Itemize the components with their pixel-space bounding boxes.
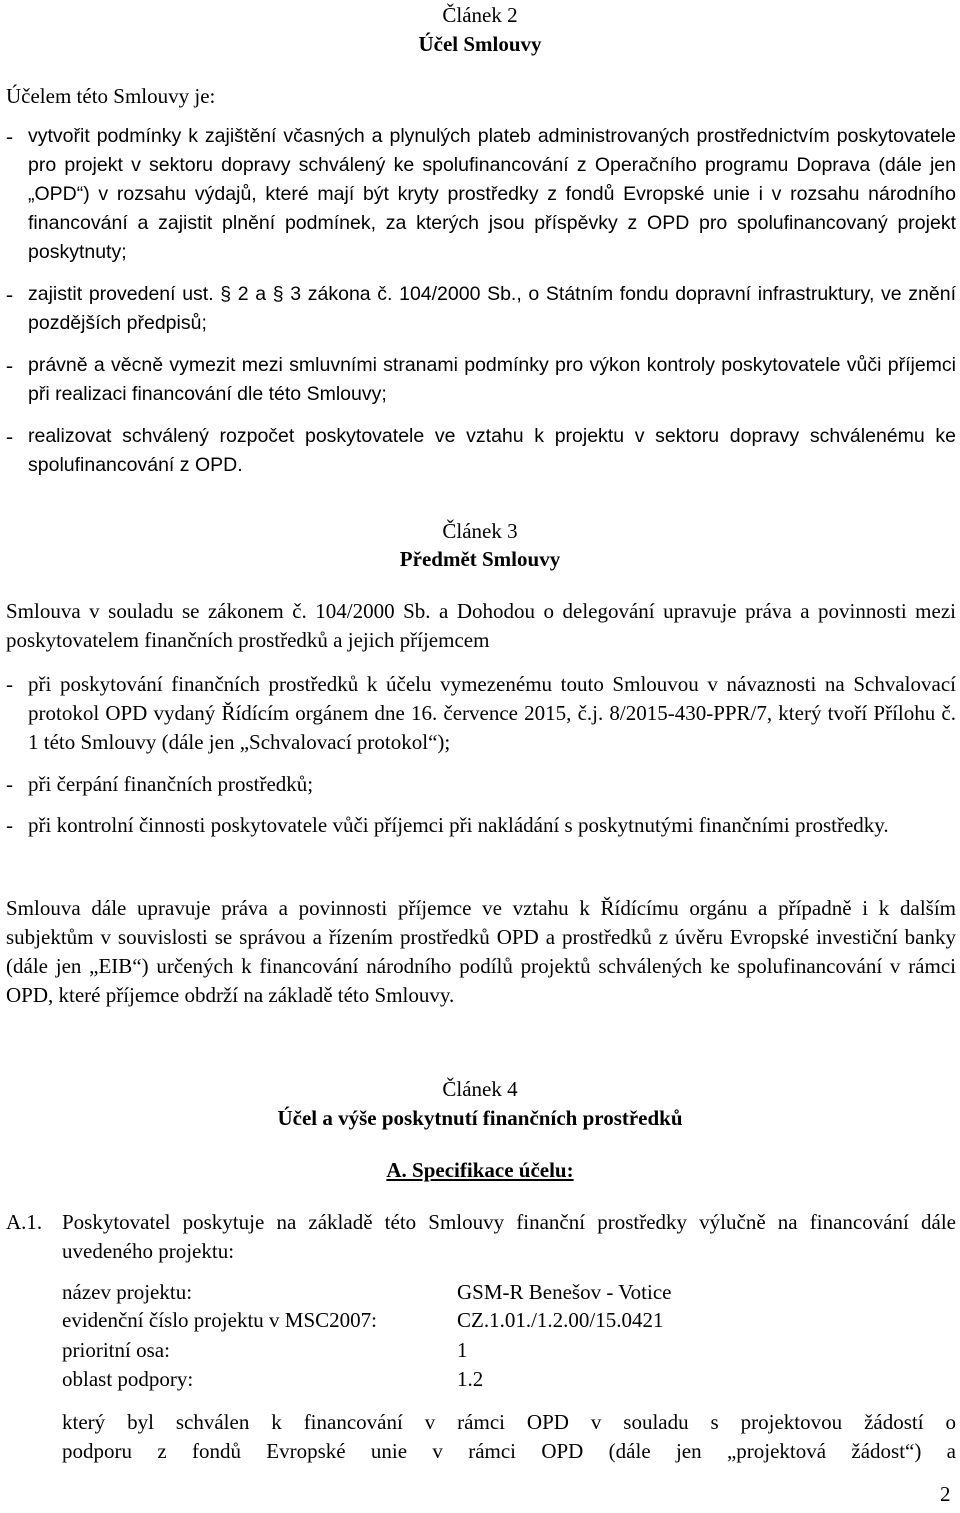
- article-2-bullet-2: [6, 280, 956, 340]
- article-2-bullet-1: [6, 122, 956, 272]
- bullet-text: při čerpání finančních prostředků;: [28, 772, 314, 796]
- bullet-dash: -: [6, 124, 13, 148]
- article-2-intro: Účelem této Smlouvy je:: [6, 84, 216, 108]
- a1-number: A.1.: [6, 1210, 43, 1234]
- article-2-bullet-4: [6, 422, 956, 482]
- article-2-heading: Článek 2: [442, 3, 518, 27]
- article-3-intro: Smlouva v souladu se zákonem č. 104/2000 Sb. a Dohodou o delegování upravuje práva a povinnosti mezi poskytovatelem finančních prostředků a jejich příjemcem: [6, 599, 956, 652]
- bullet-dash: -: [6, 353, 13, 377]
- project-name-value: GSM-R Benešov - Votice: [457, 1280, 672, 1304]
- page-number: 2: [940, 1482, 951, 1506]
- bullet-text: právně a věcně vymezit mezi smluvními stranami podmínky pro výkon kontroly poskytovatele vůči příjemci při realizaci financování dle této Smlouvy;: [28, 354, 956, 405]
- article-3-closing: Smlouva dále upravuje práva a povinnosti příjemce ve vztahu k Řídícímu orgánu a případně i k dalším subjektům v souvislosti se správou a řízením prostředků OPD a prostředků z úvěru Evropské investiční banky (dále jen „EIB“) určených k financování národního podílů projektů schválených ke spolufinancování v rámci OPD, které příjemce obdrží na základě této Smlouvy.: [6, 896, 956, 1007]
- bullet-dash: -: [6, 424, 13, 448]
- approved-line-2: podporu z fondů Evropské unie v rámci OPD (dále jen „projektová žádost“) a: [62, 1439, 956, 1463]
- bullet-dash: -: [6, 282, 13, 306]
- approved-line-1: který byl schválen k financování v rámci OPD v souladu s projektovou žádostí o: [62, 1410, 956, 1434]
- bullet-text: při poskytování finančních prostředků k účelu vymezenému touto Smlouvou v návaznosti na Schvalovací protokol OPD vydaný Řídícím orgánem dne 16. července 2015, č.j. 8/2015-430-PPR/7, který tvoří Přílohu č. 1 této Smlouvy (dále jen „Schvalovací protokol“);: [28, 672, 956, 754]
- bullet-dash: -: [6, 772, 13, 796]
- project-reg-label: evidenční číslo projektu v MSC2007:: [62, 1308, 377, 1332]
- bullet-text: při kontrolní činnosti poskytovatele vůči příjemci při nakládání s poskytnutými finančními prostředky.: [28, 813, 889, 837]
- priority-axis-label: prioritní osa:: [62, 1338, 170, 1362]
- project-reg-value: CZ.1.01./1.2.00/15.0421: [457, 1308, 664, 1332]
- article-3-title: Předmět Smlouvy: [399, 547, 561, 571]
- article-3-bullet-3: [6, 811, 956, 871]
- article-3-heading: Článek 3: [442, 519, 518, 543]
- article-3-bullet-2: [6, 770, 956, 800]
- article-2-bullet-3: [6, 351, 956, 411]
- section-a-title: A. Specifikace účelu:: [386, 1158, 574, 1182]
- project-name-label: název projektu:: [62, 1280, 193, 1304]
- bullet-text: zajistit provedení ust. § 2 a § 3 zákona č. 104/2000 Sb., o Státním fondu dopravní infrastruktury, ve znění pozdějších předpisů;: [28, 283, 956, 334]
- article-4-heading: Článek 4: [442, 1077, 518, 1101]
- article-2-title: Účel Smlouvy: [418, 32, 542, 56]
- bullet-text: vytvořit podmínky k zajištění včasných a plynulých plateb administrovaných prostřednictvím poskytovatele pro projekt v sektoru dopravy schválený ke spolufinancování z Operačního programu Doprava (dále jen „OPD“) v rozsahu výdajů, které mají být kryty prostředky z fondů Evropské unie i v rozsahu národního financování a zajistit plnění podmínek, za kterých jsou příspěvky z OPD pro spolufinancovaný projekt poskytnuty;: [28, 125, 956, 263]
- a1-text: Poskytovatel poskytuje na základě této Smlouvy finanční prostředky výlučně na financování dále uvedeného projektu:: [62, 1210, 956, 1263]
- bullet-dash: -: [6, 813, 13, 837]
- bullet-text: realizovat schválený rozpočet poskytovatele ve vztahu k projektu v sektoru dopravy schválenému ke spolufinancování z OPD.: [28, 425, 956, 476]
- article-3-bullet-1: [6, 670, 956, 760]
- bullet-dash: -: [6, 672, 13, 696]
- support-area-label: oblast podpory:: [62, 1367, 194, 1391]
- priority-axis-value: 1: [457, 1338, 468, 1362]
- article-4-title: Účel a výše poskytnutí finančních prostředků: [277, 1106, 683, 1130]
- support-area-value: 1.2: [457, 1367, 484, 1391]
